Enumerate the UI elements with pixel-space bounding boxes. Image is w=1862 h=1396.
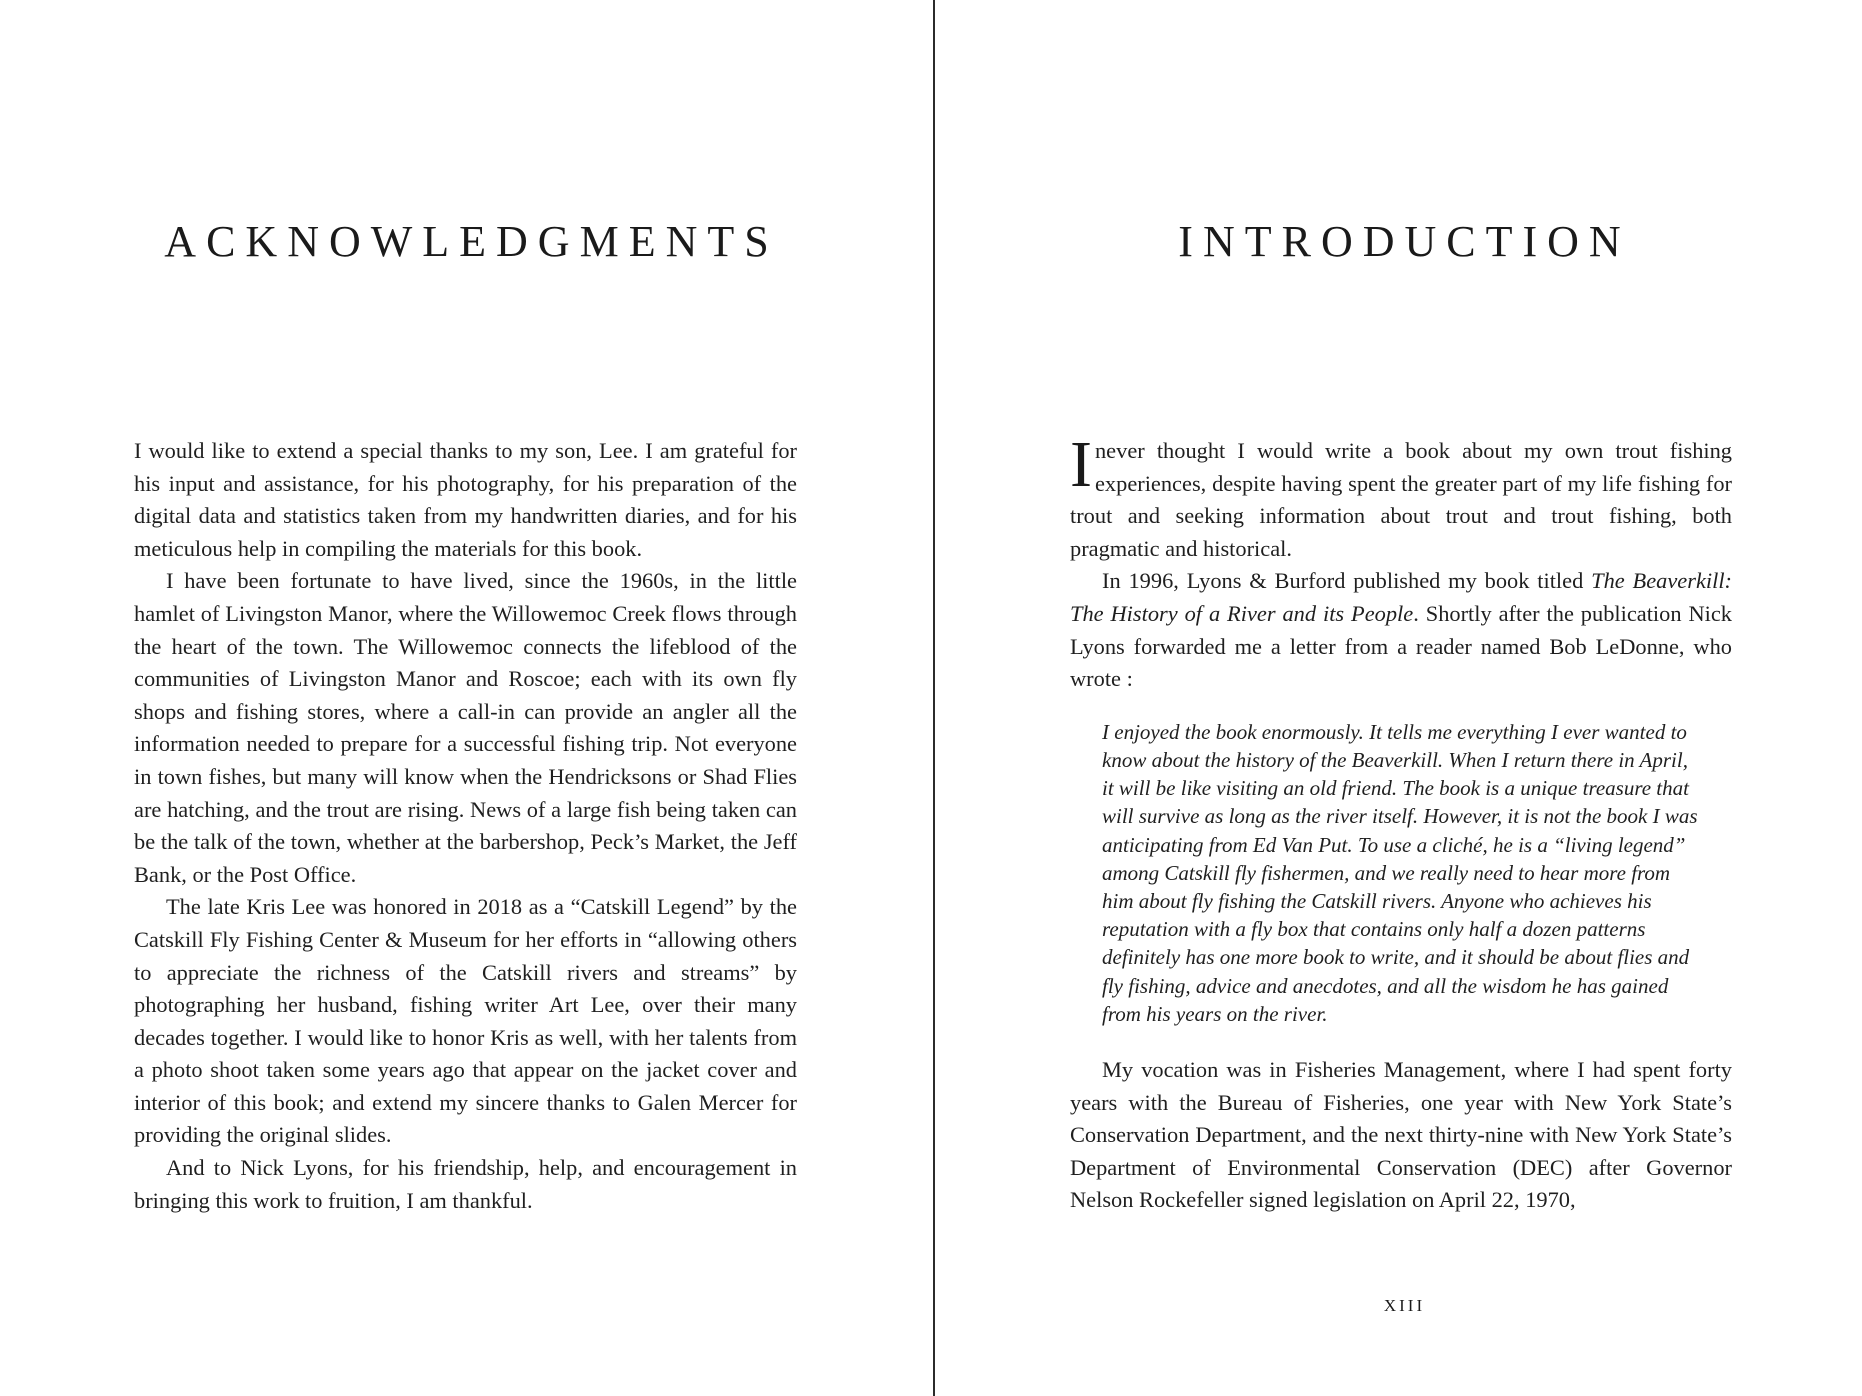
ack-paragraph-2: I have been fortunate to have lived, since the 1960s, in the little hamlet of Livingston Manor, where the Willowemoc Creek flows through the heart of the town. The Willowemoc connects the lifeblood of the communities of Livingston Manor and Roscoe; each with its own fly shops and fishing stores, where a call-in can provide an angler all the information needed to prepare for a successful fishing trip. Not everyone in town fishes, but many will know when the Hendricksons or Shad Flies are hatching, and the trout are rising. News of a large fish being taken can be the talk of the town, whether at the barbershop, Peck’s Market, the Jeff Bank, or the Post Office. (134, 568, 797, 887)
drop-cap: I (1070, 428, 1092, 501)
intro-paragraph-1-text: never thought I would write a book about my own trout fishing experiences, despite having spent the greater part of my life fishing for trout and seeking information about trout and trout fishing, both pragmatic and historical. (1070, 438, 1732, 561)
acknowledgments-heading: ACKNOWLEDGMENTS (164, 217, 779, 266)
right-page (935, 0, 1862, 1396)
ack-paragraph-1: I would like to extend a special thanks to my son, Lee. I am grateful for his input and assistance, for his photography, for his preparation of the digital data and statistics taken from my handwritten diaries, and for his meticulous help in compiling the materials for this book. (134, 438, 797, 561)
intro-paragraph-2-tail: . Shortly after the publication Nick Lyons forwarded me a letter from a reader named Bob LeDonne, who wrote : (1070, 600, 1732, 692)
reader-letter-quote: I enjoyed the book enormously. It tells me everything I ever wanted to know about the history of the Beaverkill. When I return there in April, it will be like visiting an old friend. The book is a unique treasure that will survive as long as the river itself. However, it is not the book I was anticipating from Ed Van Put. To use a cliché, he is a “living legend” among Catskill fly fishermen, and we really need to hear more from him about fly fishing the Catskill rivers. Anyone who achieves his reputation with a fly box that contains only half a dozen patterns definitely has one more book to write, and it should be about flies and fly fishing, advice and anecdotes, and all the wisdom he has gained from his years on the river. (1102, 719, 1698, 1026)
introduction-body (1070, 428, 1733, 1217)
ack-paragraph-3: The late Kris Lee was honored in 2018 as a “Catskill Legend” by the Catskill Fly Fishing Center & Museum for her efforts in “allowing others to appreciate the richness of the Catskill rivers and streams” by photographing her husband, fishing writer Art Lee, over their many decades together. I would like to honor Kris as well, with her talents from a photo shoot taken some years ago that appear on the jacket cover and interior of this book; and extend my sincere thanks to Galen Mercer for providing the original slides. (134, 894, 797, 1148)
intro-paragraph-3: My vocation was in Fisheries Management, where I had spent forty years with the Bureau of Fisheries, one year with New York State’s Conservation Department, and the next thirty-nine with New York State’s Department of Environmental Conservation (DEC) after Governor Nelson Rockefeller signed legislation on April 22, 1970, (1070, 1056, 1732, 1213)
acknowledgments-body (134, 435, 797, 1217)
introduction-heading: INTRODUCTION (1178, 217, 1631, 266)
ack-paragraph-4: And to Nick Lyons, for his friendship, help, and encouragement in bringing this work to fruition, I am thankful. (134, 1155, 797, 1213)
intro-paragraph-2-lead: In 1996, Lyons & Burford published my book titled (1102, 568, 1592, 594)
book-title: The Beaverkill: The History of a River and its People (1070, 568, 1733, 626)
intro-paragraph-1 (1070, 428, 1732, 565)
intro-paragraph-2 (1070, 565, 1732, 695)
page-number: XIII (1383, 1296, 1426, 1315)
